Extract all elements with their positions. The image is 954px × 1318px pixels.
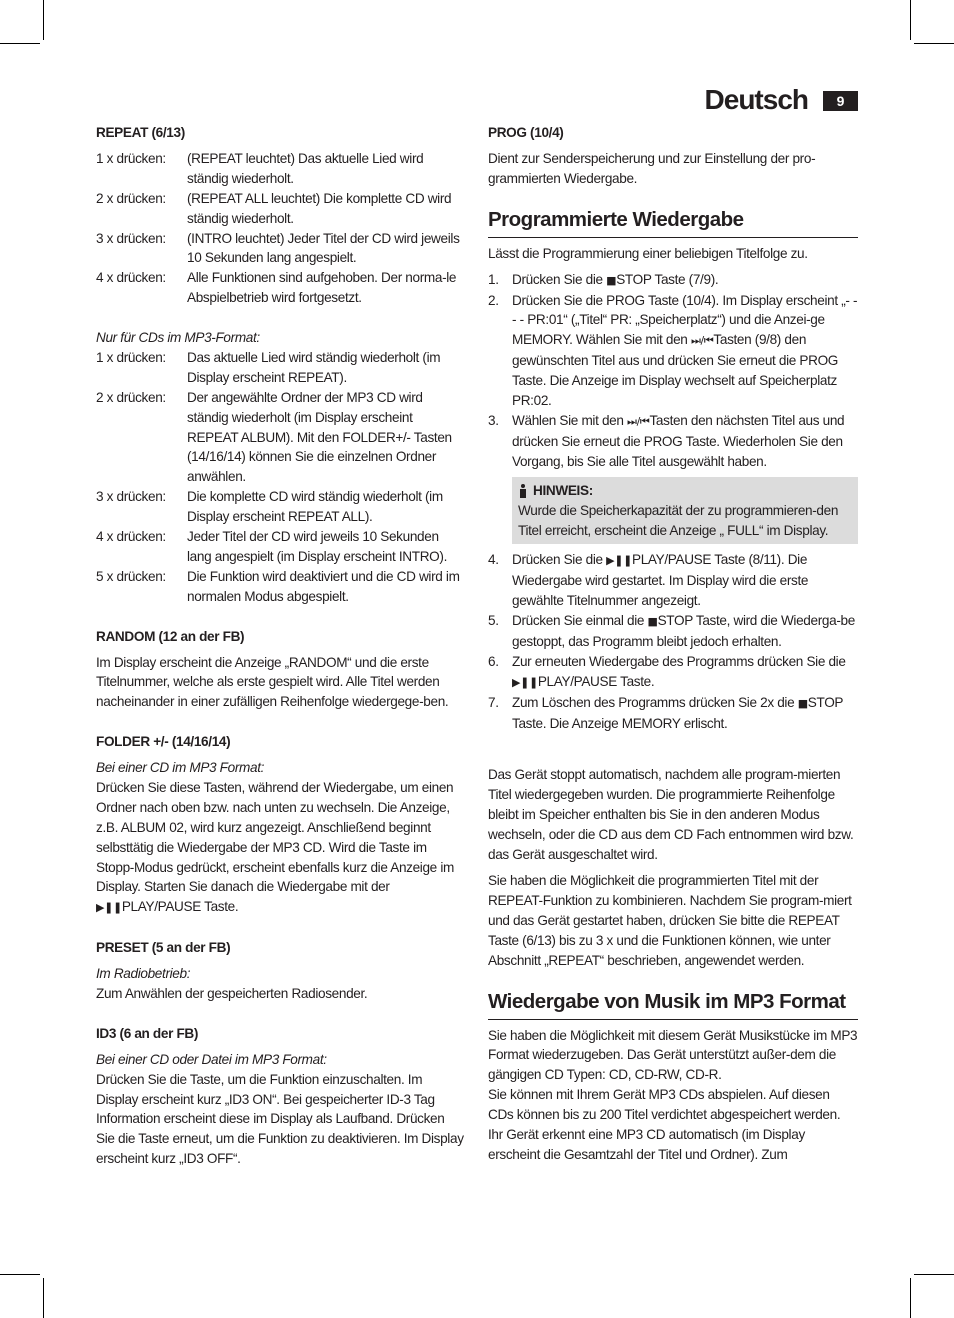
step-number: 6. bbox=[488, 653, 499, 669]
press-count: 2 x drücken: bbox=[96, 190, 166, 206]
step-number: 1. bbox=[488, 271, 499, 287]
step-text bbox=[512, 291, 858, 411]
step-text-pre: Drücken Sie die PROG Taste (10/4). Im Display erscheint „- - - - PR:01“ („Titel“ PR: „Speicherplatz“) und die Anzei-ge MEMORY. Wählen Sie mit den bbox=[512, 292, 858, 348]
folder-label: FOLDER +/- (14/16/14) bbox=[96, 734, 231, 750]
list-item bbox=[96, 348, 465, 388]
step-number: 5. bbox=[488, 613, 499, 629]
press-description: (INTRO leuchtet) Jeder Titel der CD wird jeweils 10 Sekunden lang angespielt. bbox=[187, 230, 460, 266]
step-text-pre: Drücken Sie die bbox=[512, 271, 603, 287]
preset-label: PRESET (5 an der FB) bbox=[96, 940, 231, 956]
step-text-post: Tasten (9/8) den gewünschten Titel aus und drücken Sie erneut die PROG Taste. Die Anzeige im Display wechselt auf Speicherplatz PR:02. bbox=[512, 332, 839, 409]
list-item bbox=[488, 411, 858, 472]
list-item bbox=[96, 149, 465, 189]
stop-icon: ■ bbox=[797, 696, 808, 710]
folder-text bbox=[96, 778, 465, 918]
list-item bbox=[96, 229, 465, 269]
step-text-post: STOP Taste, wird die Wiederga-be gestoppt, das Programm bleibt jedoch erhalten. bbox=[512, 613, 855, 650]
press-count: 5 x drücken: bbox=[96, 568, 166, 584]
note-title-text: HINWEIS: bbox=[533, 482, 593, 498]
repeat-list bbox=[96, 149, 465, 308]
preset-text: Zum Anwählen der gespeicherten Radiosender. bbox=[96, 986, 368, 1001]
crop-mark bbox=[914, 43, 954, 44]
crop-mark bbox=[0, 43, 40, 44]
id3-text: Drücken Sie die Taste, um die Funktion einzuschalten. Im Display erscheint kurz „ID3 ON“. Bei gespeicherter ID-3 Tag Information erscheint diese im Display als Laufband. Drücken Sie die Taste erneut, um die Funktion zu deaktivieren. Im Display erscheint kurz „ID3 OFF“. bbox=[96, 1071, 464, 1167]
step-number: 7. bbox=[488, 694, 499, 710]
list-item bbox=[488, 550, 858, 611]
step-text-post: PLAY/PAUSE Taste. bbox=[537, 673, 655, 689]
page-language-header: Deutsch bbox=[704, 84, 808, 115]
stop-icon: ■ bbox=[647, 615, 658, 629]
folder-text-end: PLAY/PAUSE Taste. bbox=[121, 899, 239, 915]
step-text bbox=[512, 652, 858, 693]
mp3-para-1: Sie haben die Möglichkeit mit diesem Gerät Musikstücke im MP3 Format wiederzugeben. Das Gerät unterstützt außer-dem die gängigen CD Typen: CD, CD-RW, CD-R. bbox=[488, 1027, 858, 1083]
press-description: Alle Funktionen sind aufgehoben. Der norma-le Abspielbetrieb wird fortgesetzt. bbox=[187, 270, 457, 306]
folder-text-body: Drücken Sie diese Tasten, während der Wiedergabe, um einen Ordner nach oben bzw. nach unten zu wechseln. Die Anzeige, z.B. ALBUM 02, wird kurz angezeigt. Anschließend beginnt selbsttätig die Wiedergabe der MP3 CD. Wird die Taste im Stopp-Modus gedrückt, erscheint ebenfalls kurz die Anzeige im Display. Starten Sie danach die Wiedergabe mit der bbox=[96, 779, 454, 895]
note-box bbox=[512, 477, 858, 545]
right-column bbox=[488, 123, 858, 1165]
random-text: Im Display erscheint die Anzeige „RANDOM“ und die erste Titelnummer, welche als erste gespielt wird. Alle Titel werden nacheinander in einer zufälligen Reihenfolge wiedergege-ben. bbox=[96, 654, 449, 710]
list-item bbox=[488, 291, 858, 411]
step-text-pre: Zur erneuten Wiedergabe des Programms drücken Sie die bbox=[512, 653, 846, 669]
press-description: Der angewählte Ordner der MP3 CD wird ständig wiederholt (im Display erscheint REPEAT ALBUM). Mit den FOLDER+/- Tasten (14/16/14) können Sie die einzelnen Ordner anwählen. bbox=[187, 389, 452, 485]
page-number: 9 bbox=[823, 91, 858, 111]
crop-mark bbox=[0, 1274, 40, 1275]
stop-icon: ■ bbox=[606, 273, 617, 287]
mp3-para-2: Sie können mit Ihrem Gerät MP3 CDs abspielen. Auf diesen CDs können bis zu 200 Titel verdichtet abgespeichert werden. Ihr Gerät erkennt eine MP3 CD automatisch (im Display erscheint die Gesamtzahl der Titel und Ordner). Zum bbox=[488, 1087, 841, 1162]
folder-note: Bei einer CD im MP3 Format: bbox=[96, 760, 265, 776]
step-text bbox=[512, 550, 858, 611]
step-text-pre: Drücken Sie die bbox=[512, 552, 603, 568]
step-number: 3. bbox=[488, 412, 499, 428]
note-text: Wurde die Speicherkapazität der zu programmieren-den Titel erreicht, erscheint die Anzeige „ FULL“ im Display. bbox=[518, 502, 839, 538]
step-text-post: STOP Taste (7/9). bbox=[616, 271, 719, 287]
step-text bbox=[512, 693, 858, 734]
mp3-playback-heading: Wiedergabe von Musik im MP3 Format bbox=[488, 989, 858, 1020]
press-count: 1 x drücken: bbox=[96, 150, 166, 166]
list-item bbox=[96, 567, 465, 607]
step-text-pre: Wählen Sie mit den bbox=[512, 412, 624, 428]
info-icon bbox=[518, 484, 528, 498]
programmed-steps-continued bbox=[488, 550, 858, 733]
step-text-post: STOP Taste. Die Anzeige MEMORY erlischt. bbox=[512, 694, 843, 731]
mp3-repeat-note: Nur für CDs im MP3-Format: bbox=[96, 330, 260, 346]
list-item bbox=[96, 487, 465, 527]
step-text-pre: Zum Löschen des Programms drücken Sie 2x die bbox=[512, 694, 795, 710]
programmed-steps bbox=[488, 270, 858, 472]
programmed-playback-heading: Programmierte Wiedergabe bbox=[488, 207, 858, 238]
list-item bbox=[488, 693, 858, 734]
press-description: (REPEAT ALL leuchtet) Die komplette CD wird ständig wiederholt. bbox=[187, 190, 452, 226]
press-description: Jeder Titel der CD wird jeweils 10 Sekunden lang angespielt (im Display erscheint INTRO). bbox=[187, 529, 448, 565]
press-count: 2 x drücken: bbox=[96, 389, 166, 405]
step-text bbox=[512, 411, 858, 472]
id3-label: ID3 (6 an der FB) bbox=[96, 1025, 199, 1041]
crop-mark bbox=[910, 0, 911, 40]
crop-mark bbox=[43, 1278, 44, 1318]
list-item bbox=[488, 270, 858, 291]
programmed-para-2: Sie haben die Möglichkeit die programmierten Titel mit der REPEAT-Funktion zu kombinieren. Nachdem Sie program-miert und das Gerät gestartet haben, drücken Sie bitte die REPEAT Taste (6/13) bis zu 3 x und die Funktionen können, wie unter Abschnitt „REPEAT“ beschrieben, angewendet werden. bbox=[488, 872, 852, 968]
press-description: (REPEAT leuchtet) Das aktuelle Lied wird ständig wiederholt. bbox=[187, 150, 424, 186]
list-item bbox=[488, 611, 858, 652]
programmed-para-1: Das Gerät stoppt automatisch, nachdem alle program-mierten Titel wiedergegeben wurden. Die programmierte Reihenfolge bleibt im Speicher enthalten bis Sie in den anderen Modus wechseln, oder die CD aus dem CD Fach entnommen wird bzw. das Gerät ausgeschaltet wird. bbox=[488, 767, 854, 863]
step-text bbox=[512, 611, 858, 652]
repeat-label: REPEAT (6/13) bbox=[96, 125, 185, 140]
play-pause-icon: ▶︎❚❚ bbox=[606, 554, 632, 568]
note-title bbox=[518, 481, 852, 501]
prog-text: Dient zur Senderspeicherung und zur Einstellung der pro-grammierten Wiedergabe. bbox=[488, 150, 816, 186]
press-count: 4 x drücken: bbox=[96, 529, 166, 545]
skip-next-prev-icon: ⏭/⏮ bbox=[690, 334, 714, 348]
mp3-repeat-list bbox=[96, 348, 465, 607]
step-text-post: PLAY/PAUSE Taste (8/11). Die Wiedergabe wird gestartet. Im Display wird die erste gewählte Titelnummer angezeigt. bbox=[512, 552, 809, 609]
press-count: 1 x drücken: bbox=[96, 349, 166, 365]
step-number: 2. bbox=[488, 292, 499, 308]
step-text bbox=[512, 270, 858, 291]
list-item bbox=[96, 527, 465, 567]
crop-mark bbox=[910, 1278, 911, 1318]
play-pause-icon: ▶︎❚❚ bbox=[512, 675, 538, 689]
list-item bbox=[96, 268, 465, 308]
step-text-pre: Drücken Sie einmal die bbox=[512, 613, 645, 629]
prog-label: PROG (10/4) bbox=[488, 125, 564, 140]
left-column bbox=[96, 123, 465, 1169]
programmed-intro: Lässt die Programmierung einer beliebigen Titelfolge zu. bbox=[488, 245, 808, 261]
list-item bbox=[488, 652, 858, 693]
list-item bbox=[96, 388, 465, 488]
step-text-post: Tasten den nächsten Titel aus und drücken Sie erneut die PROG Taste. Wiederholen Sie den Vorgang, bis Sie alle Titel ausgewählt haben. bbox=[512, 412, 845, 469]
press-count: 4 x drücken: bbox=[96, 270, 166, 286]
press-description: Die komplette CD wird ständig wiederholt (im Display erscheint REPEAT ALL). bbox=[187, 489, 443, 525]
press-count: 3 x drücken: bbox=[96, 230, 166, 246]
press-count: 3 x drücken: bbox=[96, 489, 166, 505]
list-item bbox=[96, 189, 465, 229]
press-description: Die Funktion wird deaktiviert und die CD wird im normalen Modus abgespielt. bbox=[187, 568, 460, 604]
press-description: Das aktuelle Lied wird ständig wiederholt (im Display erscheint REPEAT). bbox=[187, 349, 441, 385]
skip-next-prev-icon: ⏭/⏮ bbox=[627, 414, 650, 428]
random-label: RANDOM (12 an der FB) bbox=[96, 628, 245, 644]
preset-note: Im Radiobetrieb: bbox=[96, 966, 191, 982]
crop-mark bbox=[43, 0, 44, 40]
play-pause-icon: ▶︎❚❚ bbox=[96, 901, 122, 915]
step-number: 4. bbox=[488, 552, 499, 568]
crop-mark bbox=[914, 1274, 954, 1275]
id3-note: Bei einer CD oder Datei im MP3 Format: bbox=[96, 1051, 327, 1067]
